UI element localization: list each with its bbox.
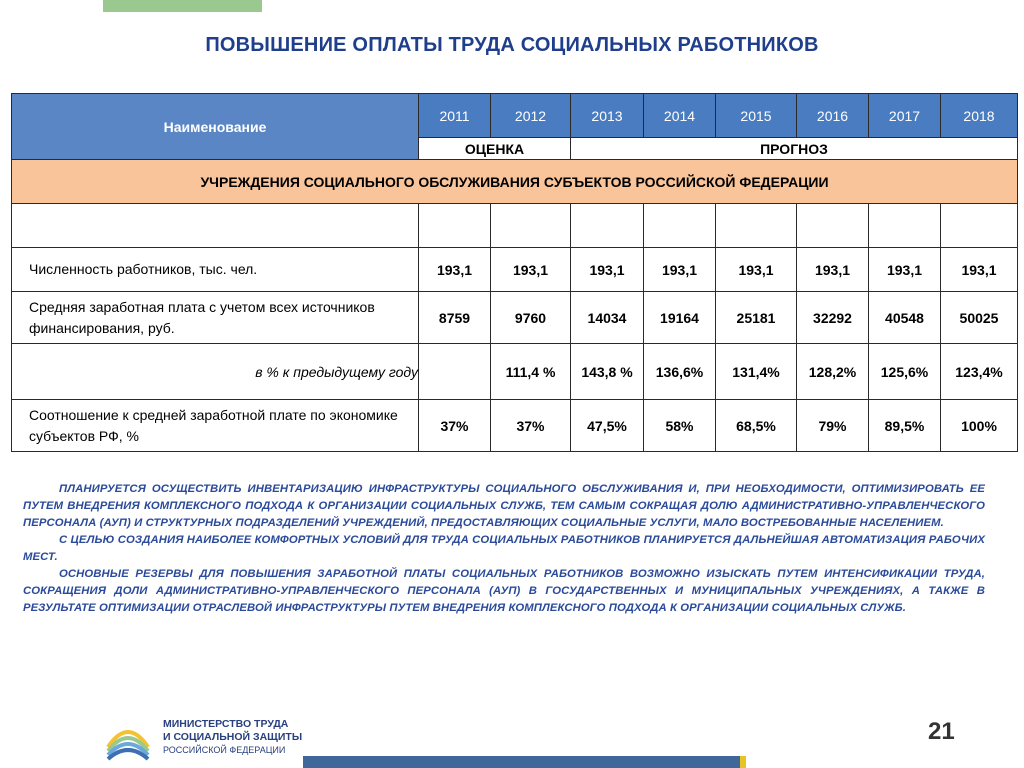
salary-table (11, 93, 1018, 452)
cell-value: 125,6% (869, 344, 941, 400)
cell-value: 50025 (941, 292, 1018, 344)
cell-value: 128,2% (797, 344, 869, 400)
cell-value: 193,1 (571, 248, 644, 292)
table-row-empty (12, 204, 1018, 248)
ministry-line: МИНИСТЕРСТВО ТРУДА (163, 718, 289, 730)
cell-value: 9760 (491, 292, 571, 344)
cell-value: 37% (491, 400, 571, 452)
name-header: Наименование (12, 94, 419, 160)
forecast-header: ПРОГНОЗ (571, 138, 1018, 160)
ministry-name (163, 718, 302, 757)
note-paragraph: С ЦЕЛЬЮ СОЗДАНИЯ НАИБОЛЕЕ КОМФОРТНЫХ УСЛОВИЙ ДЛЯ ТРУДА СОЦИАЛЬНЫХ РАБОТНИКОВ ПЛАНИРУЕТСЯ ДАЛЬНЕЙШАЯ АВТОМАТИЗАЦИЯ РАБОЧИХ МЕСТ. (23, 534, 985, 563)
section-title: УЧРЕЖДЕНИЯ СОЦИАЛЬНОГО ОБСЛУЖИВАНИЯ СУБЪЕКТОВ РОССИЙСКОЙ ФЕДЕРАЦИИ (12, 160, 1018, 204)
cell-value: 136,6% (644, 344, 716, 400)
cell-value: 68,5% (716, 400, 797, 452)
row-label: Численность работников, тыс. чел. (12, 248, 419, 292)
cell-value (419, 344, 491, 400)
ministry-line: И СОЦИАЛЬНОЙ ЗАЩИТЫ (163, 731, 303, 743)
note-paragraph: ПЛАНИРУЕТСЯ ОСУЩЕСТВИТЬ ИНВЕНТАРИЗАЦИЮ ИНФРАСТРУКТУРЫ СОЦИАЛЬНОГО ОБСЛУЖИВАНИЯ И, ПРИ НЕОБХОДИМОСТИ, ОПТИМИЗИРОВАТЬ ЕЕ ПУТЕМ ВНЕДРЕНИЯ КОМПЛЕКСНОГО ПОДХОДА К ОРГАНИЗАЦИИ СОЦИАЛЬНЫХ СЛУЖБ, ТЕМ САМЫМ СОКРАЩАЯ ДОЛЮ АДМИНИСТРАТИВНО-УПРАВЛЕНЧЕСКОГО ПЕРСОНАЛА (АУП) И СТРУКТУРНЫХ ПОДРАЗДЕЛЕНИЙ УЧРЕЖДЕНИЙ, ПРЕДОСТАВЛЯЮЩИХ СОЦИАЛЬНЫЕ УСЛУГИ, МАЛО ВОСТРЕБОВАННЫЕ НАСЕЛЕНИЕМ. (23, 483, 985, 529)
table-row (12, 344, 1018, 400)
row-label: в % к предыдущему году (12, 344, 419, 400)
table-row (12, 400, 1018, 452)
year-header-2012: 2012 (491, 94, 571, 138)
cell-value: 111,4 % (491, 344, 571, 400)
year-header-2013: 2013 (571, 94, 644, 138)
cell-value: 143,8 % (571, 344, 644, 400)
cell-value: 100% (941, 400, 1018, 452)
page-title: ПОВЫШЕНИЕ ОПЛАТЫ ТРУДА СОЦИАЛЬНЫХ РАБОТНИКОВ (205, 34, 819, 56)
ministry-line: РОССИЙСКОЙ ФЕДЕРАЦИИ (163, 745, 286, 755)
estimate-header: ОЦЕНКА (419, 138, 571, 160)
footer-bar (303, 756, 740, 768)
footer-accent (740, 756, 746, 768)
cell-value: 123,4% (941, 344, 1018, 400)
cell-value: 25181 (716, 292, 797, 344)
year-header-2017: 2017 (869, 94, 941, 138)
cell-value: 32292 (797, 292, 869, 344)
top-accent-bar (103, 0, 262, 12)
cell-value: 79% (797, 400, 869, 452)
cell-value: 193,1 (797, 248, 869, 292)
cell-value: 8759 (419, 292, 491, 344)
year-header-2014: 2014 (644, 94, 716, 138)
year-header-2011: 2011 (419, 94, 491, 138)
cell-value: 193,1 (941, 248, 1018, 292)
cell-value: 58% (644, 400, 716, 452)
cell-value: 193,1 (716, 248, 797, 292)
table-row (12, 248, 1018, 292)
cell-value: 131,4% (716, 344, 797, 400)
cell-value: 193,1 (644, 248, 716, 292)
cell-value: 193,1 (491, 248, 571, 292)
cell-value: 47,5% (571, 400, 644, 452)
cell-value: 19164 (644, 292, 716, 344)
year-header-2016: 2016 (797, 94, 869, 138)
table-row (12, 292, 1018, 344)
note-paragraph: ОСНОВНЫЕ РЕЗЕРВЫ ДЛЯ ПОВЫШЕНИЯ ЗАРАБОТНОЙ ПЛАТЫ СОЦИАЛЬНЫХ РАБОТНИКОВ ВОЗМОЖНО ИЗЫСКАТЬ ПУТЕМ ИНТЕНСИФИКАЦИИ ТРУДА, СОКРАЩЕНИЯ ДОЛИ АДМИНИСТРАТИВНО-УПРАВЛЕНЧЕСКОГО ПЕРСОНАЛА (АУП) В ГОСУДАРСТВЕННЫХ И МУНИЦИПАЛЬНЫХ УЧРЕЖДЕНИЯХ, А ТАКЖЕ В РЕЗУЛЬТАТЕ ОПТИМИЗАЦИИ ОТРАСЛЕВОЙ ИНФРАСТРУКТУРЫ ПУТЕМ ВНЕДРЕНИЯ КОМПЛЕКСНОГО ПОДХОДА К ОРГАНИЗАЦИИ СОЦИАЛЬНЫХ СЛУЖБ. (23, 568, 985, 614)
cell-value: 14034 (571, 292, 644, 344)
row-label: Средняя заработная плата с учетом всех источников финансирования, руб. (12, 292, 419, 344)
notes-block (23, 481, 985, 617)
page-number: 21 (928, 718, 955, 745)
cell-value: 89,5% (869, 400, 941, 452)
ministry-logo-icon (104, 713, 152, 763)
cell-value: 37% (419, 400, 491, 452)
cell-value: 193,1 (419, 248, 491, 292)
year-header-2018: 2018 (941, 94, 1018, 138)
year-header-2015: 2015 (716, 94, 797, 138)
cell-value: 193,1 (869, 248, 941, 292)
row-label: Соотношение к средней заработной плате по экономике субъектов РФ, % (12, 400, 419, 452)
cell-value: 40548 (869, 292, 941, 344)
